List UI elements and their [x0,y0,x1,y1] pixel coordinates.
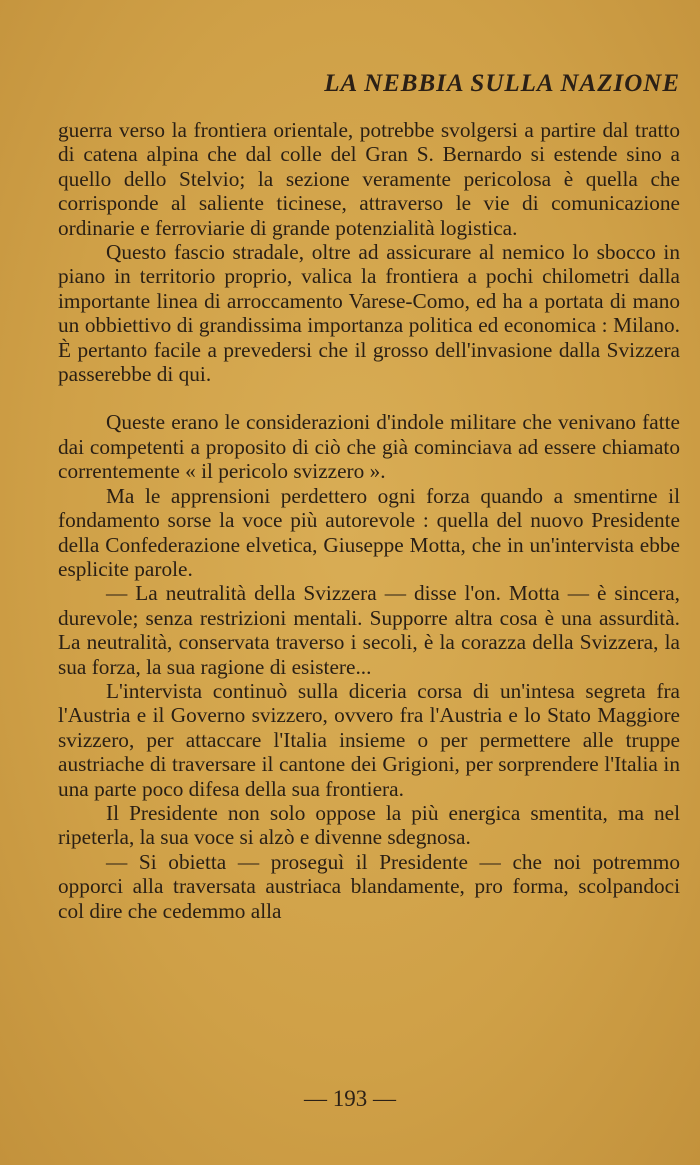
paragraph-continuation: guerra verso la frontiera orientale, potrebbe svolgersi a partire dal tratto di catena alpina che dal colle del Gran S. Bernardo si estende sino a quello dello Stelvio; la sezione veramente pericolosa è quella che corrisponde al saliente ticinese, attraverso le vie di comunicazione ordinarie e ferroviarie di grande potenzialità logistica. [58,118,680,240]
paragraph: Questo fascio stradale, oltre ad assicurare al nemico lo sbocco in piano in territorio proprio, valica la frontiera a pochi chilometri dalla importante linea di arroccamento Varese-Como, ed ha a portata di mano un obbiettivo di grandissima importanza politica ed economica : Milano. È pertanto facile a prevedersi che il grosso dell'invasione dalla Svizzera passerebbe di qui. [58,240,680,387]
page-number: — 193 — [304,1086,396,1111]
paragraph: — La neutralità della Svizzera — disse l'on. Motta — è sincera, durevole; senza restrizioni mentali. Supporre altra cosa è una assurdità. La neutralità, conservata traverso i secoli, è la corazza della Svizzera, la sua forza, la sua ragione di esistere... [58,581,680,679]
paragraph: Ma le apprensioni perdettero ogni forza quando a smentirne il fondamento sorse la voce più autorevole : quella del nuovo Presidente della Confederazione elvetica, Giuseppe Motta, che in un'intervista ebbe esplicite parole. [58,483,680,581]
section-break [58,386,680,410]
body-text [58,118,680,923]
paragraph: — Si obietta — proseguì il Presidente — che noi potremmo opporci alla traversata austriaca blandamente, pro forma, scolpandoci col dire che cedemmo alla [58,849,680,923]
paragraph: L'intervista continuò sulla diceria corsa di un'intesa segreta fra l'Austria e il Governo svizzero, ovvero fra l'Austria e lo Stato Maggiore svizzero, per attaccare l'Italia insieme o per permettere alle truppe austriache di traversare il cantone dei Grigioni, per sorprendere l'Italia in una parte poco difesa della sua frontiera. [58,678,680,801]
paragraph: Il Presidente non solo oppose la più energica smentita, ma nel ripeterla, la sua voce si alzò e divenne sdegnosa. [58,800,680,850]
paragraph: Queste erano le considerazioni d'indole militare che venivano fatte dai competenti a proposito di ciò che già cominciava ad essere chiamato correntemente « il pericolo svizzero ». [58,410,680,484]
running-head: LA NEBBIA SULLA NAZIONE [324,70,680,97]
